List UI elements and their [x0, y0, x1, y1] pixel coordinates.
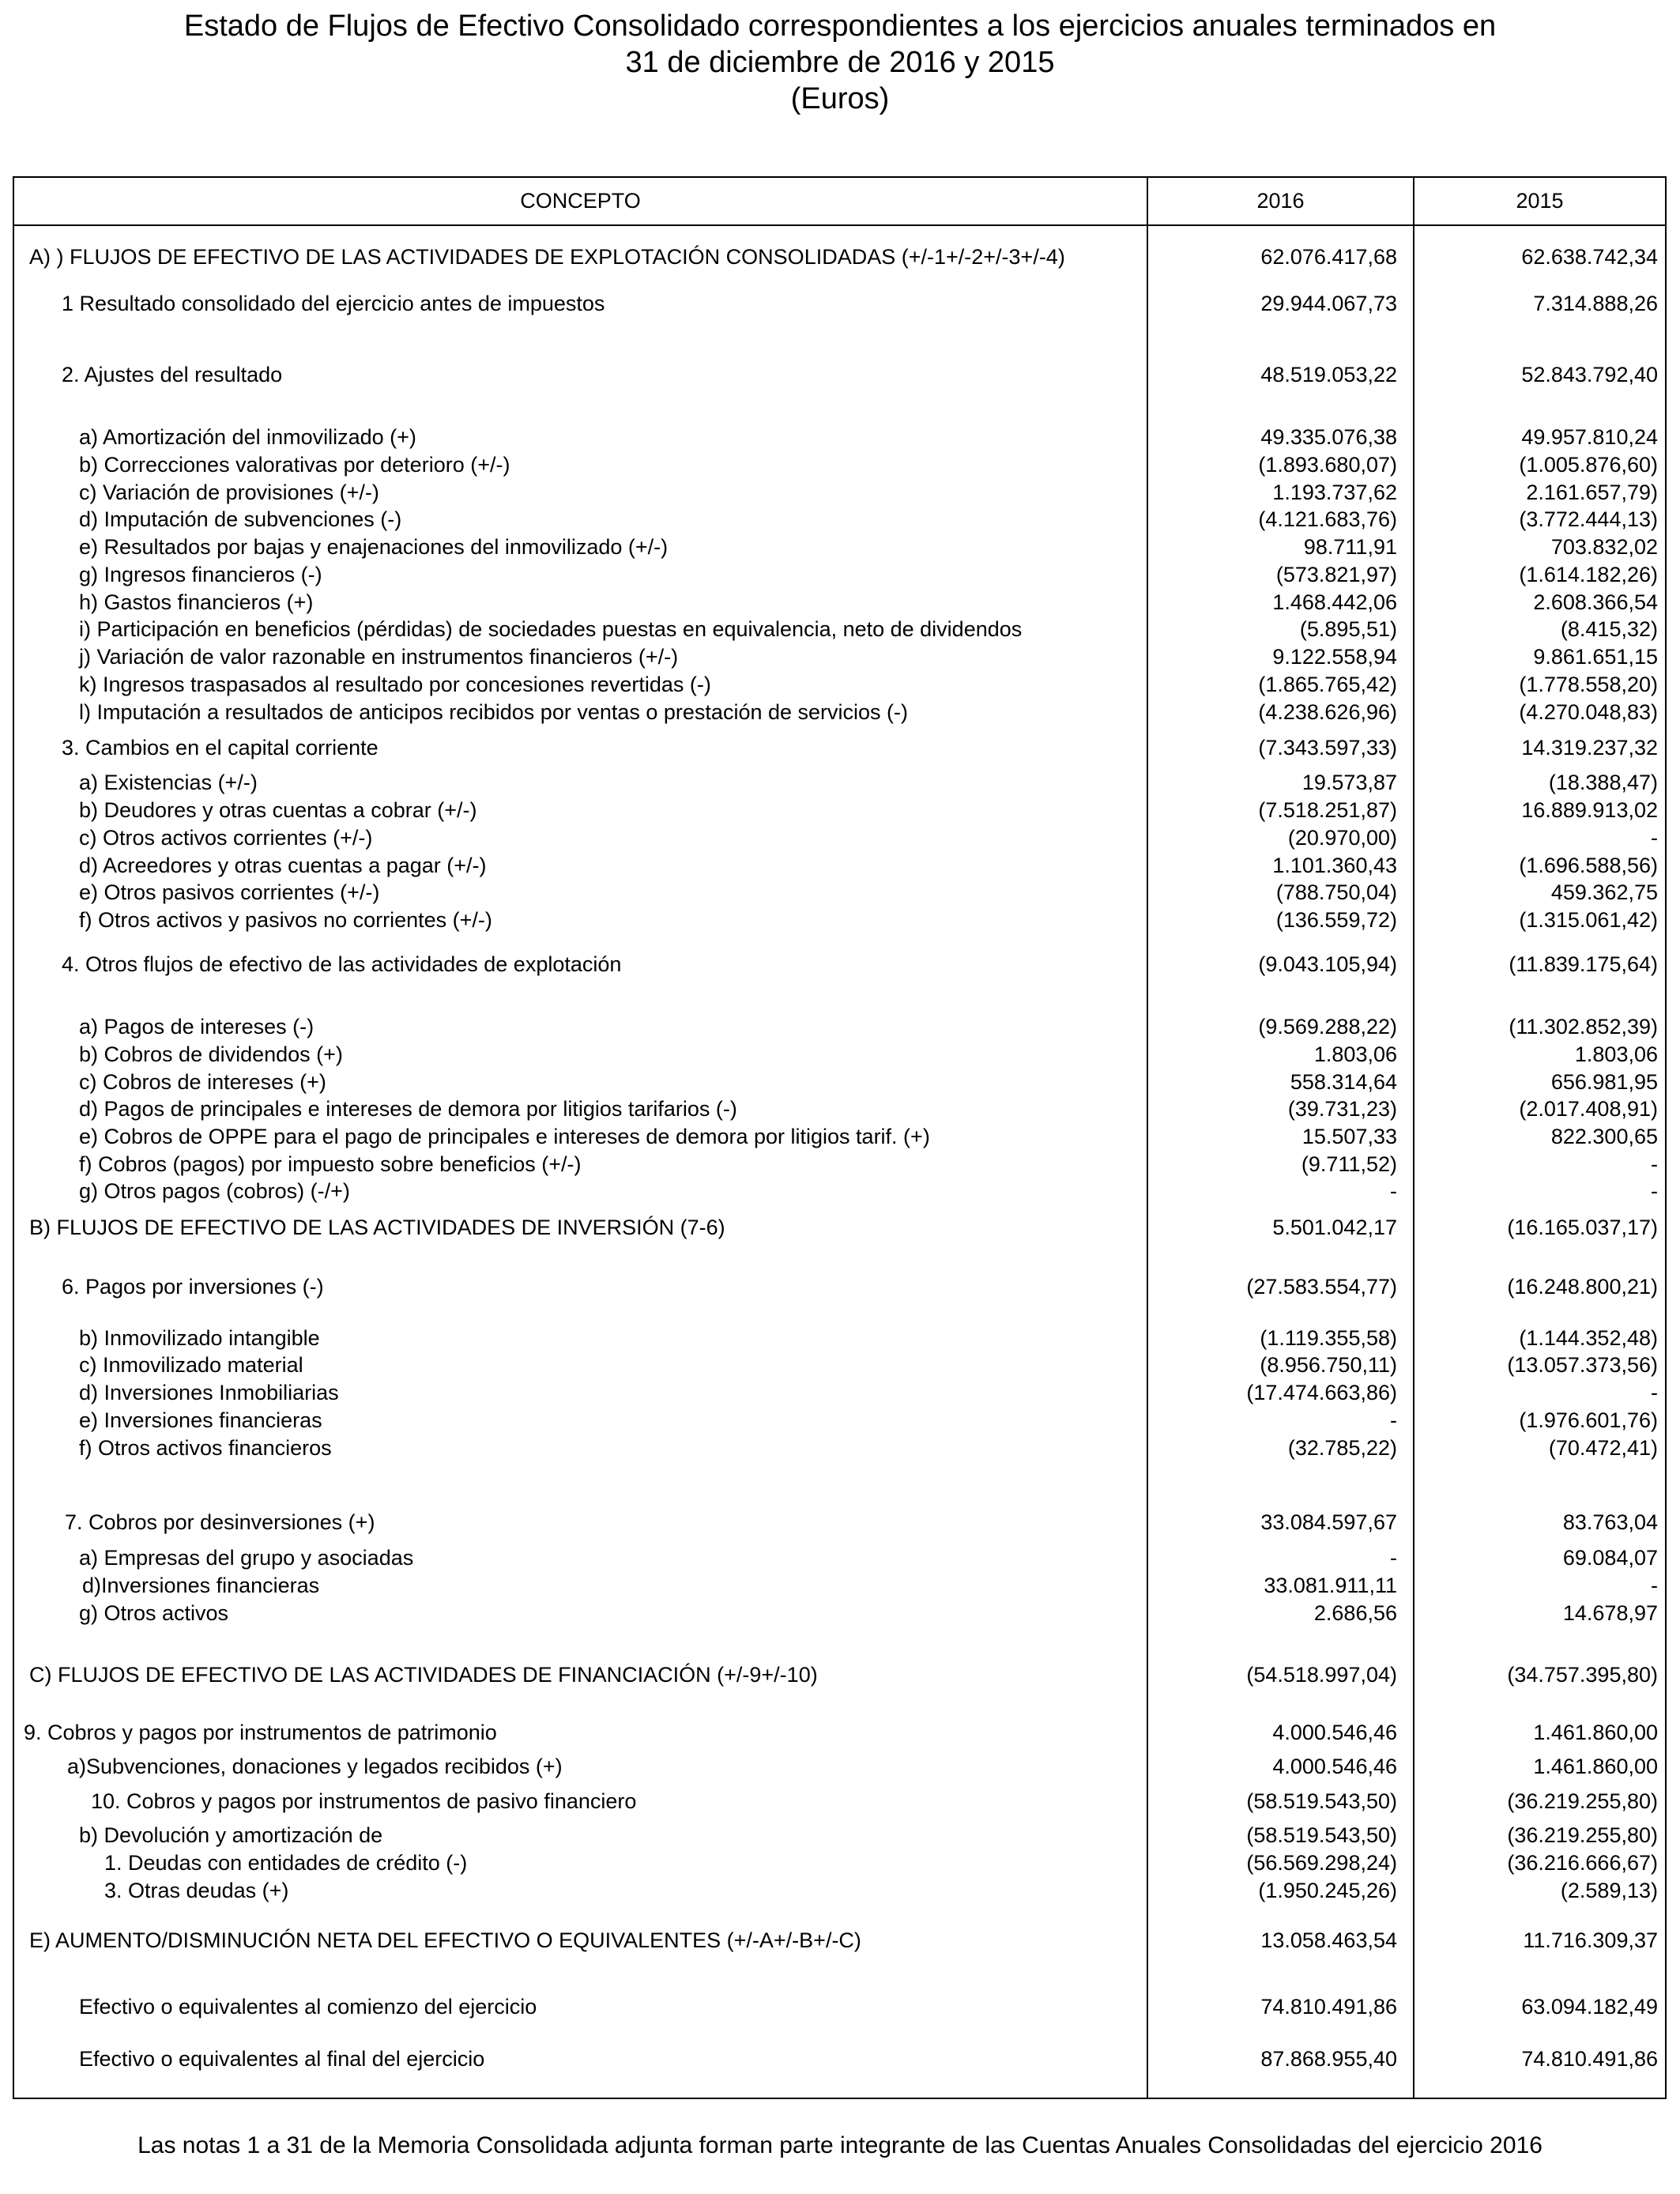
- value-2015-cell: (16.165.037,17): [1507, 1216, 1658, 1239]
- value-2016-cell: 62.076.417,68: [1260, 245, 1397, 269]
- table-row: [0, 1719, 1680, 1746]
- value-2015-cell: 14.678,97: [1562, 1601, 1658, 1625]
- value-2015-cell: (4.270.048,83): [1519, 700, 1658, 724]
- value-2016-cell: (39.731,23): [1287, 1097, 1397, 1121]
- value-2015-cell: -: [1651, 1381, 1658, 1404]
- concept-cell: a)Subvenciones, donaciones y legados recibidos (+): [67, 1755, 563, 1778]
- concept-cell: 10. Cobros y pagos por instrumentos de pasivo financiero: [91, 1789, 637, 1813]
- value-2015-cell: 7.314.888,26: [1533, 292, 1658, 315]
- table-row: [0, 671, 1680, 698]
- value-2015-cell: (70.472,41): [1548, 1436, 1658, 1460]
- table-row: [0, 451, 1680, 478]
- header-divider: [13, 224, 1667, 226]
- table-row: [0, 1661, 1680, 1688]
- value-2015-cell: -: [1651, 826, 1658, 850]
- value-2015-cell: (1.005.876,60): [1519, 453, 1658, 477]
- concept-cell: e) Otros pasivos corrientes (+/-): [79, 880, 380, 904]
- concept-cell: c) Variación de provisiones (+/-): [79, 481, 379, 504]
- value-2016-cell: -: [1390, 1179, 1397, 1203]
- value-2015-cell: (16.248.800,21): [1507, 1275, 1658, 1299]
- concept-cell: g) Otros activos: [79, 1601, 229, 1625]
- concept-cell: f) Otros activos financieros: [79, 1436, 332, 1460]
- value-2016-cell: (1.950.245,26): [1258, 1879, 1397, 1902]
- value-2016-cell: (5.895,51): [1299, 617, 1397, 641]
- table-row: [0, 361, 1680, 388]
- value-2015-cell: 49.957.810,24: [1521, 425, 1658, 449]
- table-row: [0, 1434, 1680, 1461]
- value-2016-cell: 29.944.067,73: [1260, 292, 1397, 315]
- value-2016-cell: (7.518.251,87): [1258, 798, 1397, 822]
- concept-cell: E) AUMENTO/DISMINUCIÓN NETA DEL EFECTIVO O EQUIVALENTES (+/-A+/-B+/-C): [29, 1928, 861, 1952]
- value-2016-cell: (9.569.288,22): [1258, 1015, 1397, 1039]
- concept-cell: b) Inmovilizado intangible: [79, 1326, 320, 1350]
- value-2015-cell: -: [1651, 1179, 1658, 1203]
- value-2016-cell: 49.335.076,38: [1260, 425, 1397, 449]
- concept-cell: b) Devolución y amortización de: [79, 1823, 383, 1847]
- value-2015-cell: 2.608.366,54: [1533, 590, 1658, 614]
- value-2016-cell: 1.803,06: [1313, 1042, 1397, 1066]
- table-row: [0, 1600, 1680, 1627]
- value-2016-cell: 1.193.737,62: [1272, 481, 1397, 504]
- value-2016-cell: 2.686,56: [1313, 1601, 1397, 1625]
- table-row: [0, 1325, 1680, 1351]
- footnote: Las notas 1 a 31 de la Memoria Consolidada adjunta forman parte integrante de las Cuentas Anuales Consolidadas del ejercicio 2016: [137, 2132, 1543, 2158]
- value-2015-cell: (36.219.255,80): [1507, 1789, 1658, 1813]
- concept-cell: a) Amortización del inmovilizado (+): [79, 425, 416, 449]
- table-row: [0, 589, 1680, 616]
- value-2015-cell: 9.861.651,15: [1533, 645, 1658, 669]
- table-row: [0, 1214, 1680, 1241]
- value-2015-cell: (34.757.395,80): [1507, 1663, 1658, 1687]
- value-2016-cell: (7.343.597,33): [1258, 736, 1397, 760]
- table-row: [0, 907, 1680, 933]
- value-2016-cell: 9.122.558,94: [1272, 645, 1397, 669]
- value-2016-cell: 13.058.463,54: [1260, 1928, 1397, 1952]
- value-2016-cell: (32.785,22): [1287, 1436, 1397, 1460]
- value-2015-cell: 11.716.309,37: [1523, 1928, 1658, 1952]
- value-2016-cell: 98.711,91: [1303, 535, 1397, 559]
- concept-cell: A) ) FLUJOS DE EFECTIVO DE LAS ACTIVIDADES DE EXPLOTACIÓN CONSOLIDADAS (+/-1+/-2+/-3+/-4): [29, 245, 1065, 269]
- value-2015-cell: (36.216.666,67): [1507, 1851, 1658, 1875]
- table-row: [0, 1013, 1680, 1040]
- value-2015-cell: 703.832,02: [1550, 535, 1658, 559]
- table-row: [0, 1753, 1680, 1780]
- concept-cell: j) Variación de valor razonable en instrumentos financieros (+/-): [79, 645, 679, 669]
- concept-cell: a) Pagos de intereses (-): [79, 1015, 315, 1039]
- concept-cell: b) Correcciones valorativas por deterioro (+/-): [79, 453, 510, 477]
- table-row: [0, 824, 1680, 851]
- table-row: [0, 290, 1680, 317]
- concept-cell: f) Otros activos y pasivos no corrientes (+/-): [79, 908, 492, 932]
- table-row: [0, 1544, 1680, 1571]
- value-2016-cell: 4.000.546,46: [1272, 1721, 1397, 1744]
- value-2015-cell: 74.810.491,86: [1521, 2047, 1658, 2071]
- value-2015-cell: 1.461.860,00: [1533, 1755, 1658, 1778]
- table-row: [0, 1041, 1680, 1068]
- value-2015-cell: 822.300,65: [1550, 1125, 1658, 1148]
- value-2015-cell: 52.843.792,40: [1521, 363, 1658, 386]
- table-row: [0, 243, 1680, 270]
- value-2015-cell: (3.772.444,13): [1519, 507, 1658, 531]
- concept-cell: g) Otros pagos (cobros) (-/+): [79, 1179, 350, 1203]
- concept-cell: i) Participación en beneficios (pérdidas) de sociedades puestas en equivalencia, neto de dividendos: [79, 617, 1023, 641]
- value-2016-cell: (54.518.997,04): [1246, 1663, 1397, 1687]
- concept-cell: 7. Cobros por desinversiones (+): [65, 1510, 375, 1534]
- value-2016-cell: (56.569.298,24): [1246, 1851, 1397, 1875]
- concept-cell: 9. Cobros y pagos por instrumentos de patrimonio: [24, 1721, 497, 1744]
- value-2016-cell: (4.121.683,76): [1258, 507, 1397, 531]
- value-2016-cell: (8.956.750,11): [1260, 1353, 1397, 1377]
- value-2015-cell: 83.763,04: [1562, 1510, 1658, 1534]
- value-2016-cell: (573.821,97): [1275, 563, 1397, 586]
- table-row: [0, 1877, 1680, 1904]
- table-row: [0, 479, 1680, 506]
- value-2015-cell: -: [1651, 1574, 1658, 1597]
- table-row: [0, 1273, 1680, 1300]
- concept-cell: d) Inversiones Inmobiliarias: [79, 1381, 339, 1404]
- value-2016-cell: (788.750,04): [1275, 880, 1397, 904]
- table-row: [0, 852, 1680, 879]
- table-row: [0, 734, 1680, 761]
- table-row: [0, 1351, 1680, 1378]
- value-2016-cell: 4.000.546,46: [1272, 1755, 1397, 1778]
- value-2015-cell: (18.388,47): [1548, 771, 1658, 794]
- concept-cell: d) Acreedores y otras cuentas a pagar (+/-): [79, 854, 487, 877]
- table-row: [0, 533, 1680, 560]
- concept-cell: e) Resultados por bajas y enajenaciones del inmovilizado (+/-): [79, 535, 669, 559]
- concept-cell: 3. Otras deudas (+): [104, 1879, 289, 1902]
- value-2016-cell: 558.314,64: [1290, 1070, 1397, 1094]
- concept-cell: 6. Pagos por inversiones (-): [62, 1275, 324, 1299]
- value-2016-cell: (1.865.765,42): [1258, 673, 1397, 696]
- concept-cell: 3. Cambios en el capital corriente: [62, 736, 379, 760]
- value-2016-cell: (58.519.543,50): [1246, 1823, 1397, 1847]
- concept-cell: a) Empresas del grupo y asociadas: [79, 1546, 414, 1570]
- value-2015-cell: 62.638.742,34: [1521, 245, 1658, 269]
- value-2016-cell: 1.468.442,06: [1272, 590, 1397, 614]
- table-row: [0, 1993, 1680, 2020]
- value-2016-cell: (136.559,72): [1275, 908, 1397, 932]
- table-row: [0, 1178, 1680, 1204]
- value-2016-cell: (58.519.543,50): [1246, 1789, 1397, 1813]
- concept-cell: b) Deudores y otras cuentas a cobrar (+/-): [79, 798, 477, 822]
- concept-cell: B) FLUJOS DE EFECTIVO DE LAS ACTIVIDADES DE INVERSIÓN (7-6): [29, 1216, 725, 1239]
- table-row: [0, 1095, 1680, 1122]
- concept-cell: g) Ingresos financieros (-): [79, 563, 322, 586]
- value-2016-cell: (17.474.663,86): [1246, 1381, 1397, 1404]
- value-2016-cell: 74.810.491,86: [1260, 1995, 1397, 2019]
- table-row: [0, 951, 1680, 978]
- value-2015-cell: (2.017.408,91): [1519, 1097, 1658, 1121]
- table-row: [0, 2045, 1680, 2072]
- table-row: [0, 1407, 1680, 1434]
- concept-cell: e) Cobros de OPPE para el pago de principales e intereses de demora por litigios tarif. (+): [79, 1125, 930, 1148]
- document-title: [0, 8, 1680, 117]
- concept-cell: d) Imputación de subvenciones (-): [79, 507, 402, 531]
- value-2016-cell: -: [1390, 1546, 1397, 1570]
- concept-cell: h) Gastos financieros (+): [79, 590, 314, 614]
- table-row: [0, 1927, 1680, 1954]
- concept-cell: C) FLUJOS DE EFECTIVO DE LAS ACTIVIDADES DE FINANCIACIÓN (+/-9+/-10): [29, 1663, 818, 1687]
- value-2015-cell: (8.415,32): [1560, 617, 1658, 641]
- value-2015-cell: (11.302.852,39): [1509, 1015, 1658, 1039]
- table-row: [0, 561, 1680, 588]
- concept-cell: 4. Otros flujos de efectivo de las actividades de explotación: [62, 952, 622, 976]
- table-row: [0, 797, 1680, 824]
- concept-cell: c) Inmovilizado material: [79, 1353, 303, 1377]
- value-2015-cell: (1.614.182,26): [1519, 563, 1658, 586]
- value-2015-cell: -: [1651, 1152, 1658, 1176]
- value-2016-cell: (1.119.355,58): [1260, 1326, 1397, 1350]
- header-2016: 2016: [1256, 189, 1305, 213]
- table-row: [0, 1849, 1680, 1876]
- value-2016-cell: 19.573,87: [1301, 771, 1397, 794]
- value-2015-cell: (1.778.558,20): [1519, 673, 1658, 696]
- value-2015-cell: 69.084,07: [1562, 1546, 1658, 1570]
- value-2015-cell: 14.319.237,32: [1521, 736, 1658, 760]
- concept-cell: k) Ingresos traspasados al resultado por concesiones revertidas (-): [79, 673, 711, 696]
- title-line-1: Estado de Flujos de Efectivo Consolidado correspondientes a los ejercicios anuales terminados en: [183, 9, 1497, 43]
- value-2015-cell: 2.161.657,79): [1526, 481, 1658, 504]
- value-2016-cell: (4.238.626,96): [1258, 700, 1397, 724]
- value-2016-cell: (9.043.105,94): [1258, 952, 1397, 976]
- concept-cell: f) Cobros (pagos) por impuesto sobre beneficios (+/-): [79, 1152, 582, 1176]
- concept-cell: Efectivo o equivalentes al comienzo del ejercicio: [79, 1995, 537, 2019]
- concept-cell: d)Inversiones financieras: [82, 1574, 320, 1597]
- table-row: [0, 506, 1680, 533]
- value-2015-cell: (1.976.601,76): [1519, 1408, 1658, 1432]
- value-2015-cell: (1.696.588,56): [1519, 854, 1658, 877]
- value-2016-cell: (27.583.554,77): [1246, 1275, 1397, 1299]
- value-2015-cell: 459.362,75: [1550, 880, 1658, 904]
- value-2015-cell: 1.803,06: [1574, 1042, 1658, 1066]
- value-2016-cell: -: [1390, 1408, 1397, 1432]
- value-2016-cell: 33.084.597,67: [1260, 1510, 1397, 1534]
- table-row: [0, 1123, 1680, 1150]
- value-2016-cell: 1.101.360,43: [1272, 854, 1397, 877]
- concept-cell: Efectivo o equivalentes al final del ejercicio: [79, 2047, 485, 2071]
- concept-cell: c) Otros activos corrientes (+/-): [79, 826, 373, 850]
- table-row: [0, 643, 1680, 670]
- value-2015-cell: 1.461.860,00: [1533, 1721, 1658, 1744]
- value-2016-cell: (1.893.680,07): [1258, 453, 1397, 477]
- concept-cell: a) Existencias (+/-): [79, 771, 258, 794]
- table-row: [0, 1822, 1680, 1849]
- concept-cell: d) Pagos de principales e intereses de demora por litigios tarifarios (-): [79, 1097, 737, 1121]
- concept-cell: l) Imputación a resultados de anticipos recibidos por ventas o prestación de servicios (-): [79, 700, 909, 724]
- value-2015-cell: (36.219.255,80): [1507, 1823, 1658, 1847]
- value-2015-cell: 16.889.913,02: [1521, 798, 1658, 822]
- concept-cell: b) Cobros de dividendos (+): [79, 1042, 343, 1066]
- value-2016-cell: (20.970,00): [1287, 826, 1397, 850]
- value-2016-cell: 33.081.911,11: [1264, 1574, 1397, 1597]
- value-2016-cell: 15.507,33: [1301, 1125, 1397, 1148]
- value-2016-cell: (9.711,52): [1301, 1152, 1397, 1176]
- table-row: [0, 1069, 1680, 1095]
- table-row: [0, 1788, 1680, 1815]
- value-2015-cell: (2.589,13): [1560, 1879, 1658, 1902]
- value-2016-cell: 87.868.955,40: [1260, 2047, 1397, 2071]
- value-2015-cell: (1.144.352,48): [1519, 1326, 1658, 1350]
- table-row: [0, 616, 1680, 643]
- table-row: [0, 879, 1680, 906]
- table-row: [0, 1572, 1680, 1599]
- header-2015: 2015: [1516, 189, 1564, 213]
- value-2015-cell: (11.839.175,64): [1509, 952, 1658, 976]
- table-row: [0, 1151, 1680, 1178]
- value-2015-cell: (13.057.373,56): [1507, 1353, 1658, 1377]
- table-row: [0, 1379, 1680, 1406]
- table-row: [0, 424, 1680, 450]
- header-concepto: CONCEPTO: [520, 189, 641, 213]
- value-2016-cell: 48.519.053,22: [1260, 363, 1397, 386]
- table-row: [0, 769, 1680, 796]
- value-2015-cell: 656.981,95: [1550, 1070, 1658, 1094]
- concept-cell: 1 Resultado consolidado del ejercicio antes de impuestos: [62, 292, 605, 315]
- concept-cell: 2. Ajustes del resultado: [62, 363, 283, 386]
- table-row: [0, 1509, 1680, 1536]
- concept-cell: c) Cobros de intereses (+): [79, 1070, 326, 1094]
- concept-cell: e) Inversiones financieras: [79, 1408, 322, 1432]
- table-row: [0, 699, 1680, 726]
- title-line-2: 31 de diciembre de 2016 y 2015: [625, 46, 1055, 79]
- value-2015-cell: 63.094.182,49: [1521, 1995, 1658, 2019]
- value-2015-cell: (1.315.061,42): [1519, 908, 1658, 932]
- concept-cell: 1. Deudas con entidades de crédito (-): [104, 1851, 468, 1875]
- value-2016-cell: 5.501.042,17: [1272, 1216, 1397, 1239]
- title-line-3: (Euros): [790, 82, 890, 115]
